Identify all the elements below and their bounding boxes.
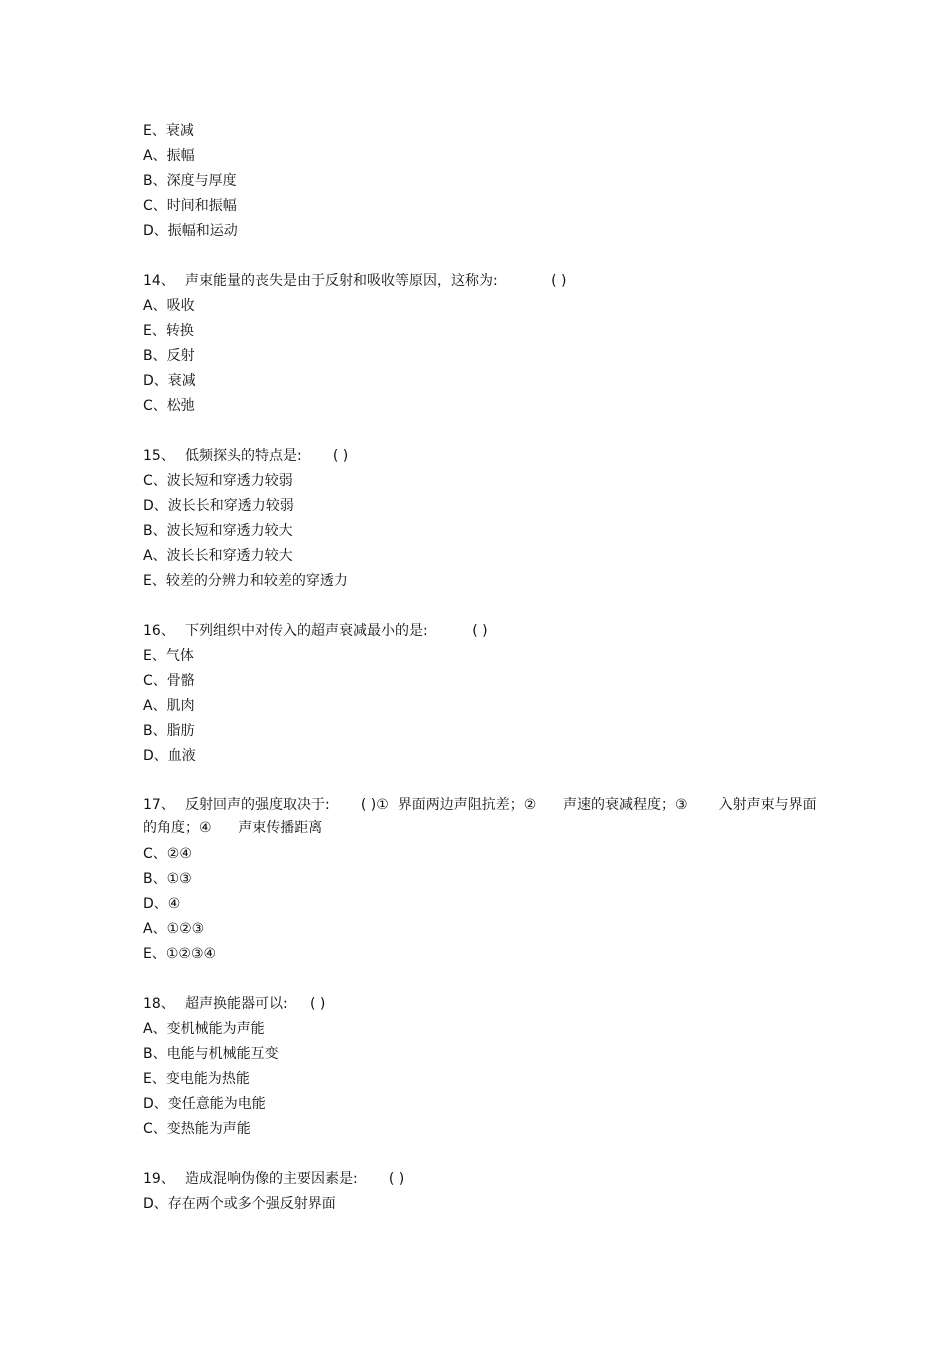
question-number: 15、 [143, 448, 175, 464]
answer-option: B、电能与机械能互变 [143, 1046, 279, 1062]
question-number: 17、 [143, 797, 175, 813]
question-stem [143, 444, 823, 469]
answer-option: B、反射 [143, 348, 195, 364]
answer-option: B、深度与厚度 [143, 173, 237, 189]
question-block [143, 619, 823, 769]
question-text: 下列组织中对传入的超声衰减最小的是: ( ) [185, 623, 488, 639]
block-spacer [143, 594, 823, 619]
answer-option: B、波长短和穿透力较大 [143, 523, 293, 539]
question-stem [143, 992, 823, 1017]
answer-option: A、肌肉 [143, 698, 195, 714]
answer-option: C、时间和振幅 [143, 198, 237, 214]
answer-option: A、变机械能为声能 [143, 1021, 265, 1037]
question-block [143, 269, 823, 419]
answer-option: C、波长短和穿透力较弱 [143, 473, 293, 489]
question-stem [143, 619, 823, 644]
answer-option: A、吸收 [143, 298, 195, 314]
answer-option: A、波长长和穿透力较大 [143, 548, 293, 564]
answer-option: D、振幅和运动 [143, 223, 238, 239]
question-block [143, 444, 823, 594]
answer-option: E、气体 [143, 648, 194, 664]
question-number: 19、 [143, 1171, 175, 1187]
answer-option: A、①②③ [143, 921, 205, 937]
answer-option: A、振幅 [143, 148, 195, 164]
answer-option: D、④ [143, 896, 181, 912]
answer-option: B、脂肪 [143, 723, 195, 739]
question-text: 反射回声的强度取决于: ( )① 界面两边声阻抗差；② 声速的衰减程度；③ 入射声束与界面的角度；④ 声束传播距离 [143, 797, 817, 836]
answer-option: D、血液 [143, 748, 196, 764]
block-spacer [143, 419, 823, 444]
question-text: 声束能量的丧失是由于反射和吸收等原因，这称为: ( ) [185, 273, 567, 289]
answer-option: C、骨骼 [143, 673, 195, 689]
answer-option: E、较差的分辨力和较差的穿透力 [143, 573, 348, 589]
block-spacer [143, 769, 823, 794]
question-stem [143, 794, 823, 840]
block-spacer [143, 1142, 823, 1167]
page-content [143, 119, 823, 1217]
question-number: 14、 [143, 273, 175, 289]
answer-option: D、衰减 [143, 373, 196, 389]
question-block [143, 992, 823, 1142]
answer-option: D、变任意能为电能 [143, 1096, 266, 1112]
answer-option: D、存在两个或多个强反射界面 [143, 1196, 336, 1212]
question-stem [143, 269, 823, 294]
answer-option: E、①②③④ [143, 946, 217, 962]
answer-option: C、松弛 [143, 398, 195, 414]
question-number: 18、 [143, 996, 175, 1012]
question-text: 低频探头的特点是: ( ) [185, 448, 349, 464]
answer-option: E、转换 [143, 323, 194, 339]
answer-option: C、变热能为声能 [143, 1121, 251, 1137]
answer-option: B、①③ [143, 871, 192, 887]
question-text: 造成混响伪像的主要因素是: ( ) [185, 1171, 405, 1187]
question-block [143, 1167, 823, 1217]
answer-option: E、变电能为热能 [143, 1071, 250, 1087]
answer-option: E、衰减 [143, 123, 194, 139]
question-stem [143, 1167, 823, 1192]
question-text: 超声换能器可以: ( ) [185, 996, 326, 1012]
answer-option: C、②④ [143, 846, 192, 862]
block-spacer [143, 967, 823, 992]
block-spacer [143, 244, 823, 269]
options-block [143, 119, 823, 244]
question-block [143, 794, 823, 967]
answer-option: D、波长长和穿透力较弱 [143, 498, 294, 514]
question-number: 16、 [143, 623, 175, 639]
